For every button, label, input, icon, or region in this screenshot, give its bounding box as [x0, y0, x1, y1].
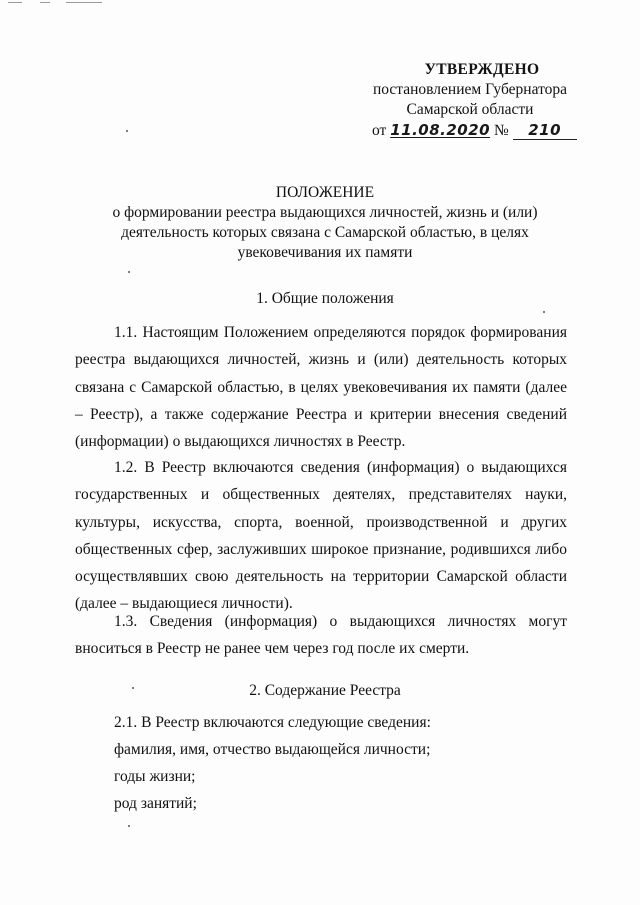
title-line: увековечивания их памяти: [237, 244, 413, 261]
handwritten-date: 11.08.2020: [390, 121, 491, 139]
approved-label: УТВЕРЖДЕНО: [424, 61, 540, 78]
scan-speck: [126, 130, 128, 132]
paragraph-2-1: 2.1. В Реестр включаются следующие сведения:: [114, 714, 431, 731]
scan-speck: [128, 271, 130, 273]
date-prefix: от: [372, 122, 387, 139]
approval-date-line: [360, 120, 580, 141]
number-prefix: №: [493, 122, 509, 139]
scan-artifact: [8, 2, 22, 3]
approval-line-governor: постановлением Губернатора: [372, 81, 568, 98]
section-heading-content: 2. Содержание Реестра: [249, 682, 401, 699]
approval-stamp-block: [360, 60, 580, 141]
list-item: фамилия, имя, отчество выдающейся личности;: [114, 741, 431, 758]
paragraph-1-3: 1.3. Сведения (информация) о выдающихся личностях могут вноситься в Реестр не ранее чем через год после их смерти.: [75, 613, 567, 658]
document-title: [80, 183, 570, 263]
list-item: род занятий;: [114, 795, 197, 812]
section-heading-general: 1. Общие положения: [256, 290, 394, 307]
paragraph-1-1: 1.1. Настоящим Положением определяются порядок формирования реестра выдающихся личностей, жизнь и (или) деятельность которых связана с Самарской областью, в целях увековечивания их памяти (далее – Реестр), а также содержание Реестра и критерии внесения сведений (информации) о выдающихся личностях в Реестр.: [75, 324, 567, 451]
scan-speck: [543, 311, 545, 313]
title-line: деятельность которых связана с Самарской областью, в целях: [121, 224, 529, 241]
scan-speck: [128, 825, 130, 827]
handwritten-number: 210: [528, 121, 562, 139]
scan-artifact: [40, 2, 50, 3]
title-line: о формировании реестра выдающихся личностей, жизнь и (или): [112, 204, 538, 221]
title-heading: ПОЛОЖЕНИЕ: [275, 184, 375, 201]
number-field: [513, 122, 577, 140]
approval-line-region: Самарской области: [406, 101, 534, 118]
paragraph-1-2: 1.2. В Реестр включаются сведения (информация) о выдающихся государственных и общественных деятелях, представителях науки, культуры, искусства, спорта, военной, производственной и других общественных сфер, заслуживших широкое признание, родившихся либо осуществлявших свою деятельность на территории Самарской области (далее – выдающиеся личности).: [75, 459, 567, 613]
list-item: годы жизни;: [114, 768, 196, 785]
scan-artifact: [66, 2, 102, 3]
